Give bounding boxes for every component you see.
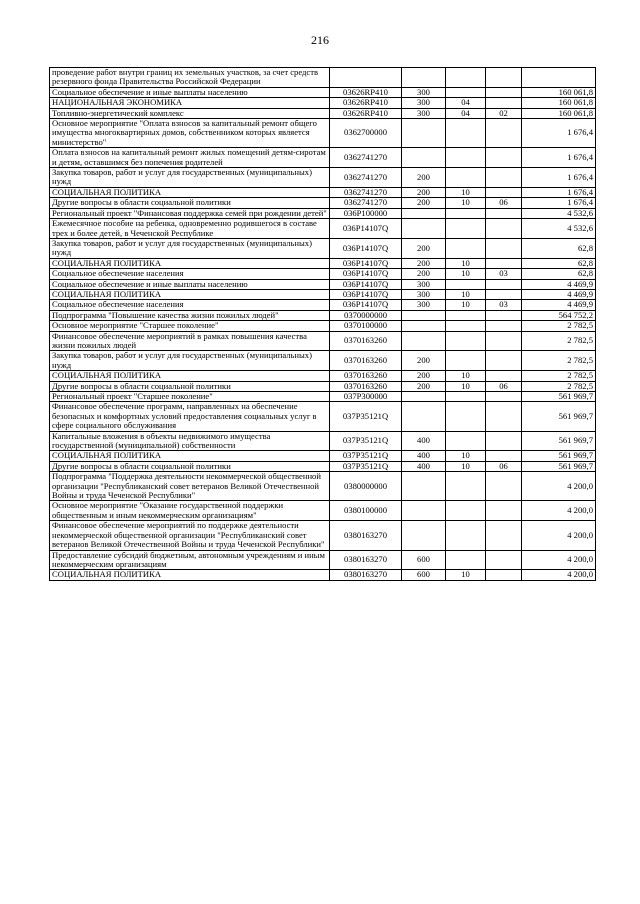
item-name-cell: Другие вопросы в области социальной политики — [50, 198, 330, 208]
amount-cell: 62,8 — [522, 258, 596, 268]
target-code-cell: 037P300000 — [330, 392, 402, 402]
amount-cell: 2 782,5 — [522, 331, 596, 351]
target-code-cell: 0380163270 — [330, 550, 402, 570]
item-name-cell: Топливно-энергетический комплекс — [50, 108, 330, 118]
section-cell — [446, 521, 486, 550]
expense-type-cell — [402, 119, 446, 148]
amount-cell: 1 676,4 — [522, 119, 596, 148]
section-cell — [446, 310, 486, 320]
table-row — [50, 168, 596, 188]
amount-cell: 1 676,4 — [522, 148, 596, 168]
subsection-cell — [486, 451, 522, 461]
table-row — [50, 501, 596, 521]
expense-type-cell: 200 — [402, 381, 446, 391]
amount-cell: 561 969,7 — [522, 431, 596, 451]
target-code-cell: 03626RP410 — [330, 98, 402, 108]
subsection-cell: 06 — [486, 381, 522, 391]
table-row — [50, 321, 596, 331]
table-row — [50, 187, 596, 197]
section-cell: 10 — [446, 289, 486, 299]
target-code-cell: 036P14107Q — [330, 219, 402, 239]
subsection-cell — [486, 119, 522, 148]
expense-type-cell: 600 — [402, 570, 446, 580]
section-cell — [446, 168, 486, 188]
table-row — [50, 381, 596, 391]
table-row — [50, 300, 596, 310]
item-name-cell: Ежемесячное пособие на ребенка, одновременно родившегося в составе трех и более детей, в Чеченской Республике — [50, 219, 330, 239]
table-row — [50, 68, 596, 88]
target-code-cell: 0370163260 — [330, 331, 402, 351]
amount-cell: 2 782,5 — [522, 371, 596, 381]
subsection-cell — [486, 258, 522, 268]
target-code-cell: 0380163270 — [330, 521, 402, 550]
subsection-cell — [486, 472, 522, 501]
target-code-cell: 036P100000 — [330, 208, 402, 218]
target-code-cell: 037P35121Q — [330, 431, 402, 451]
item-name-cell: Другие вопросы в области социальной политики — [50, 461, 330, 471]
section-cell — [446, 119, 486, 148]
item-name-cell: СОЦИАЛЬНАЯ ПОЛИТИКА — [50, 289, 330, 299]
expense-type-cell: 200 — [402, 187, 446, 197]
subsection-cell — [486, 289, 522, 299]
amount-cell: 2 782,5 — [522, 351, 596, 371]
expense-type-cell: 200 — [402, 198, 446, 208]
expense-type-cell: 400 — [402, 431, 446, 451]
expense-type-cell: 300 — [402, 279, 446, 289]
section-cell: 10 — [446, 451, 486, 461]
target-code-cell: 036P14107Q — [330, 269, 402, 279]
subsection-cell — [486, 351, 522, 371]
item-name-cell: Основное мероприятие "Оплата взносов за капитальный ремонт общего имущества многоквартирных домов, собственником которых является министерство" — [50, 119, 330, 148]
target-code-cell: 03626RP410 — [330, 108, 402, 118]
table-row — [50, 198, 596, 208]
target-code-cell: 03626RP410 — [330, 87, 402, 97]
table-row — [50, 87, 596, 97]
item-name-cell: Социальное обеспечение и иные выплаты населению — [50, 279, 330, 289]
table-row — [50, 108, 596, 118]
amount-cell: 2 782,5 — [522, 381, 596, 391]
subsection-cell — [486, 187, 522, 197]
expense-type-cell — [402, 68, 446, 88]
subsection-cell: 03 — [486, 269, 522, 279]
target-code-cell: 0380100000 — [330, 501, 402, 521]
section-cell — [446, 208, 486, 218]
item-name-cell: СОЦИАЛЬНАЯ ПОЛИТИКА — [50, 258, 330, 268]
subsection-cell — [486, 501, 522, 521]
subsection-cell — [486, 431, 522, 451]
page-number: 216 — [311, 33, 329, 47]
target-code-cell: 0370100000 — [330, 321, 402, 331]
subsection-cell — [486, 219, 522, 239]
expense-type-cell: 200 — [402, 168, 446, 188]
budget-table — [49, 67, 596, 581]
table-row — [50, 570, 596, 580]
amount-cell: 1 676,4 — [522, 198, 596, 208]
subsection-cell — [486, 148, 522, 168]
item-name-cell: СОЦИАЛЬНАЯ ПОЛИТИКА — [50, 451, 330, 461]
item-name-cell: Подпрограмма "Поддержка деятельности некоммерческой общественной организации "Республиканский совет ветеранов Великой Отечественной Войны и труда Чеченской Республики" — [50, 472, 330, 501]
section-cell — [446, 148, 486, 168]
amount-cell: 4 200,0 — [522, 472, 596, 501]
subsection-cell — [486, 279, 522, 289]
amount-cell: 4 469,9 — [522, 300, 596, 310]
amount-cell: 4 532,6 — [522, 208, 596, 218]
subsection-cell — [486, 208, 522, 218]
table-row — [50, 331, 596, 351]
subsection-cell: 06 — [486, 198, 522, 208]
subsection-cell — [486, 321, 522, 331]
expense-type-cell — [402, 321, 446, 331]
amount-cell: 4 200,0 — [522, 550, 596, 570]
table-row — [50, 451, 596, 461]
item-name-cell: Финансовое обеспечение мероприятий в рамках повышения качества жизни пожилых людей — [50, 331, 330, 351]
subsection-cell — [486, 570, 522, 580]
amount-cell: 561 969,7 — [522, 461, 596, 471]
amount-cell: 4 532,6 — [522, 219, 596, 239]
section-cell — [446, 87, 486, 97]
target-code-cell: 0362741270 — [330, 187, 402, 197]
section-cell: 10 — [446, 198, 486, 208]
table-row — [50, 472, 596, 501]
section-cell — [446, 431, 486, 451]
expense-type-cell — [402, 219, 446, 239]
amount-cell: 1 676,4 — [522, 187, 596, 197]
expense-type-cell — [402, 501, 446, 521]
subsection-cell — [486, 87, 522, 97]
amount-cell: 160 061,8 — [522, 87, 596, 97]
item-name-cell: Основное мероприятие "Оказание государственной поддержки общественным и иным некоммерческим организациям" — [50, 501, 330, 521]
expense-type-cell — [402, 331, 446, 351]
section-cell — [446, 501, 486, 521]
section-cell: 10 — [446, 570, 486, 580]
target-code-cell: 0370000000 — [330, 310, 402, 320]
item-name-cell: НАЦИОНАЛЬНАЯ ЭКОНОМИКА — [50, 98, 330, 108]
table-row — [50, 392, 596, 402]
expense-type-cell: 200 — [402, 371, 446, 381]
subsection-cell: 03 — [486, 300, 522, 310]
subsection-cell — [486, 402, 522, 431]
table-row — [50, 431, 596, 451]
amount-cell — [522, 68, 596, 88]
target-code-cell: 0370163260 — [330, 381, 402, 391]
target-code-cell: 0362741270 — [330, 168, 402, 188]
item-name-cell: Другие вопросы в области социальной политики — [50, 381, 330, 391]
item-name-cell: СОЦИАЛЬНАЯ ПОЛИТИКА — [50, 570, 330, 580]
expense-type-cell — [402, 392, 446, 402]
target-code-cell: 037P35121Q — [330, 402, 402, 431]
target-code-cell: 0362700000 — [330, 119, 402, 148]
table-row — [50, 238, 596, 258]
target-code-cell: 0380000000 — [330, 472, 402, 501]
amount-cell: 2 782,5 — [522, 321, 596, 331]
table-row — [50, 521, 596, 550]
subsection-cell — [486, 168, 522, 188]
item-name-cell: Закупка товаров, работ и услуг для государственных (муниципальных) нужд — [50, 168, 330, 188]
table-row — [50, 98, 596, 108]
amount-cell: 4 200,0 — [522, 521, 596, 550]
amount-cell: 1 676,4 — [522, 168, 596, 188]
amount-cell: 561 969,7 — [522, 451, 596, 461]
subsection-cell: 06 — [486, 461, 522, 471]
table-row — [50, 289, 596, 299]
amount-cell: 62,8 — [522, 269, 596, 279]
expense-type-cell — [402, 402, 446, 431]
section-cell: 04 — [446, 98, 486, 108]
section-cell — [446, 392, 486, 402]
amount-cell: 561 969,7 — [522, 402, 596, 431]
expense-type-cell: 300 — [402, 87, 446, 97]
target-code-cell: 0362741270 — [330, 148, 402, 168]
expense-type-cell: 200 — [402, 258, 446, 268]
section-cell: 10 — [446, 371, 486, 381]
section-cell: 04 — [446, 108, 486, 118]
item-name-cell: Закупка товаров, работ и услуг для государственных (муниципальных) нужд — [50, 238, 330, 258]
amount-cell: 160 061,8 — [522, 108, 596, 118]
subsection-cell — [486, 331, 522, 351]
target-code-cell: 037P35121Q — [330, 451, 402, 461]
expense-type-cell: 200 — [402, 269, 446, 279]
section-cell — [446, 351, 486, 371]
expense-type-cell — [402, 208, 446, 218]
target-code-cell: 036P14107Q — [330, 289, 402, 299]
budget-table-body — [50, 68, 596, 581]
subsection-cell — [486, 521, 522, 550]
table-row — [50, 402, 596, 431]
target-code-cell: 036P14107Q — [330, 258, 402, 268]
amount-cell: 160 061,8 — [522, 98, 596, 108]
subsection-cell: 02 — [486, 108, 522, 118]
expense-type-cell: 200 — [402, 351, 446, 371]
section-cell: 10 — [446, 258, 486, 268]
section-cell — [446, 331, 486, 351]
subsection-cell — [486, 238, 522, 258]
table-row — [50, 258, 596, 268]
section-cell: 10 — [446, 381, 486, 391]
section-cell: 10 — [446, 269, 486, 279]
amount-cell: 4 469,9 — [522, 289, 596, 299]
table-row — [50, 208, 596, 218]
section-cell — [446, 472, 486, 501]
amount-cell: 4 469,9 — [522, 279, 596, 289]
expense-type-cell: 300 — [402, 300, 446, 310]
amount-cell: 561 969,7 — [522, 392, 596, 402]
item-name-cell: Оплата взносов на капитальный ремонт жилых помещений детям-сиротам и детям, оставшимся без попечения родителей — [50, 148, 330, 168]
item-name-cell: Социальное обеспечение населения — [50, 269, 330, 279]
table-row — [50, 219, 596, 239]
target-code-cell: 036P14107Q — [330, 279, 402, 289]
expense-type-cell — [402, 310, 446, 320]
table-row — [50, 351, 596, 371]
subsection-cell — [486, 98, 522, 108]
target-code-cell: 0370163260 — [330, 351, 402, 371]
item-name-cell: СОЦИАЛЬНАЯ ПОЛИТИКА — [50, 371, 330, 381]
table-row — [50, 461, 596, 471]
expense-type-cell — [402, 148, 446, 168]
item-name-cell: Социальное обеспечение населения — [50, 300, 330, 310]
item-name-cell: Подпрограмма "Повышение качества жизни пожилых людей" — [50, 310, 330, 320]
table-row — [50, 310, 596, 320]
subsection-cell — [486, 550, 522, 570]
table-row — [50, 119, 596, 148]
section-cell — [446, 321, 486, 331]
amount-cell: 4 200,0 — [522, 501, 596, 521]
expense-type-cell — [402, 472, 446, 501]
subsection-cell — [486, 371, 522, 381]
target-code-cell — [330, 68, 402, 88]
amount-cell: 62,8 — [522, 238, 596, 258]
section-cell: 10 — [446, 461, 486, 471]
table-row — [50, 148, 596, 168]
expense-type-cell: 300 — [402, 98, 446, 108]
section-cell — [446, 402, 486, 431]
target-code-cell: 037P35121Q — [330, 461, 402, 471]
subsection-cell — [486, 392, 522, 402]
item-name-cell: Закупка товаров, работ и услуг для государственных (муниципальных) нужд — [50, 351, 330, 371]
item-name-cell: Основное мероприятие "Старшее поколение" — [50, 321, 330, 331]
section-cell — [446, 219, 486, 239]
section-cell — [446, 68, 486, 88]
item-name-cell: Финансовое обеспечение мероприятий по поддержке деятельности некоммерческой общественной организации "Республиканский совет ветеранов Великой Отечественной Войны и труда Чеченской Республики" — [50, 521, 330, 550]
expense-type-cell: 400 — [402, 451, 446, 461]
amount-cell: 4 200,0 — [522, 570, 596, 580]
table-row — [50, 279, 596, 289]
expense-type-cell: 200 — [402, 238, 446, 258]
table-row — [50, 550, 596, 570]
target-code-cell: 0370163260 — [330, 371, 402, 381]
amount-cell: 564 752,2 — [522, 310, 596, 320]
expense-type-cell: 400 — [402, 461, 446, 471]
section-cell — [446, 279, 486, 289]
item-name-cell: СОЦИАЛЬНАЯ ПОЛИТИКА — [50, 187, 330, 197]
item-name-cell: Региональный проект "Финансовая поддержка семей при рождении детей" — [50, 208, 330, 218]
item-name-cell: проведение работ внутри границ их земельных участков, за счет средств резервного фонда Правительства Российской Федерации — [50, 68, 330, 88]
target-code-cell: 036P14107Q — [330, 300, 402, 310]
item-name-cell: Региональный проект "Старшее поколение" — [50, 392, 330, 402]
subsection-cell — [486, 68, 522, 88]
item-name-cell: Предоставление субсидий бюджетным, автономным учреждениям и иным некоммерческим организациям — [50, 550, 330, 570]
section-cell — [446, 238, 486, 258]
item-name-cell: Финансовое обеспечение программ, направленных на обеспечение безопасных и комфортных условий предоставления социальных услуг в сфере социального обслуживания — [50, 402, 330, 431]
target-code-cell: 0380163270 — [330, 570, 402, 580]
subsection-cell — [486, 310, 522, 320]
expense-type-cell: 600 — [402, 550, 446, 570]
section-cell — [446, 550, 486, 570]
expense-type-cell — [402, 521, 446, 550]
section-cell: 10 — [446, 187, 486, 197]
table-row — [50, 371, 596, 381]
table-row — [50, 269, 596, 279]
expense-type-cell: 300 — [402, 108, 446, 118]
target-code-cell: 0362741270 — [330, 198, 402, 208]
item-name-cell: Социальное обеспечение и иные выплаты населению — [50, 87, 330, 97]
item-name-cell: Капитальные вложения в объекты недвижимого имущества государственной (муниципальной) собственности — [50, 431, 330, 451]
section-cell: 10 — [446, 300, 486, 310]
expense-type-cell: 300 — [402, 289, 446, 299]
target-code-cell: 036P14107Q — [330, 238, 402, 258]
